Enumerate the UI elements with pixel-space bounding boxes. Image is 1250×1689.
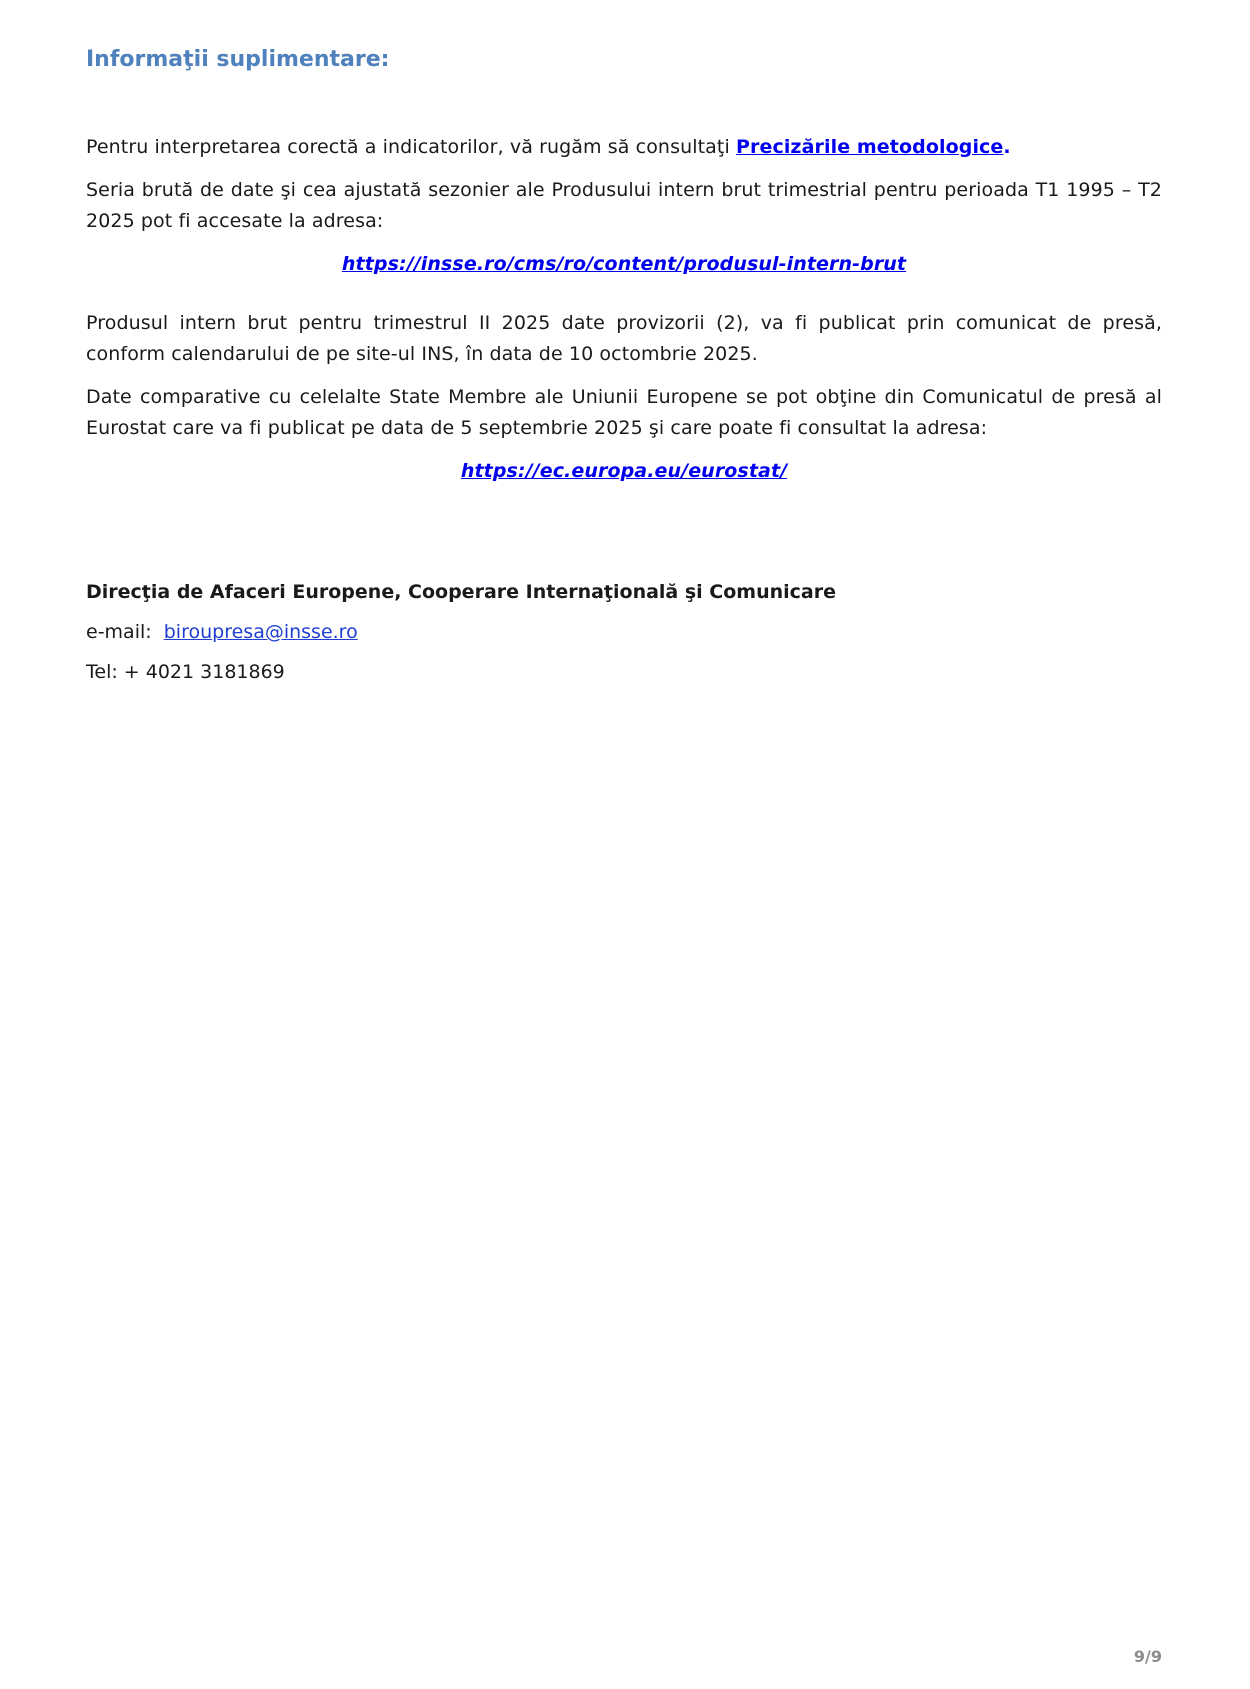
department-name: Direcţia de Afaceri Europene, Cooperare Internaţională şi Comunicare: [86, 581, 836, 603]
eurostat-paragraph: Date comparative cu celelalte State Membre ale Uniunii Europene se pot obţine din Comunicatul de presă al Eurostat care va fi publicat pe data de 5 septembrie 2025 şi care poate fi consultat la adresa:: [86, 386, 1162, 439]
insse-link[interactable]: https://insse.ro/cms/ro/content/produsul-intern-brut: [341, 253, 907, 275]
eurostat-link-line: [86, 456, 1162, 487]
page-content: [86, 40, 1162, 688]
eurostat-link[interactable]: https://ec.europa.eu/eurostat/: [460, 460, 788, 482]
telephone-line: Tel: + 4021 3181869: [86, 661, 285, 683]
email-label: e-mail:: [86, 621, 152, 643]
publication-paragraph: Produsul intern brut pentru trimestrul II 2025 date provizorii (2), va fi publicat prin comunicat de presă, conform calendarului de pe site-ul INS, în data de 10 octombrie 2025.: [86, 312, 1162, 365]
series-paragraph: Seria brută de date şi cea ajustată sezonier ale Produsului intern brut trimestrial pentru perioada T1 1995 – T2 2025 pot fi accesate la adresa:: [86, 179, 1162, 232]
email-link[interactable]: biroupresa@insse.ro: [163, 621, 358, 643]
methodology-paragraph: [86, 132, 1162, 163]
methodology-link[interactable]: Precizările metodologice: [735, 136, 1004, 158]
page-number: 9/9: [1133, 1647, 1162, 1666]
methodology-tail: .: [1003, 136, 1011, 158]
section-heading: Informaţii suplimentare:: [86, 47, 390, 72]
email-line: [86, 617, 1162, 648]
methodology-text: Pentru interpretarea corectă a indicatorilor, vă rugăm să consultaţi: [86, 136, 736, 158]
insse-link-line: [86, 249, 1162, 280]
